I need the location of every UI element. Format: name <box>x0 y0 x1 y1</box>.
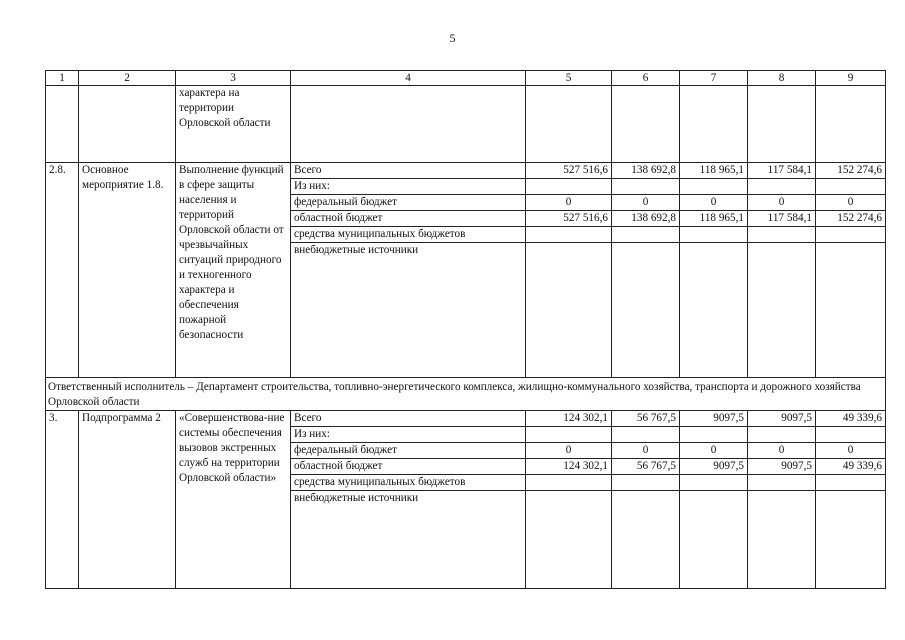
value-cell: 118 965,1 <box>680 163 748 179</box>
value-cell: 124 302,1 <box>526 411 612 427</box>
table-row <box>46 411 886 427</box>
value-cell: 49 339,6 <box>816 411 886 427</box>
source-label: средства муниципальных бюджетов <box>291 227 526 243</box>
header-cell: 2 <box>79 71 176 86</box>
header-row <box>46 71 886 86</box>
value-cell: 138 692,8 <box>612 163 680 179</box>
header-cell: 1 <box>46 71 79 86</box>
value-cell: 0 <box>816 195 886 211</box>
source-label: внебюджетные источники <box>291 491 526 589</box>
measure-description: Выполнение функций в сфере защиты населения и территорий Орловской области от чрезвычайных ситуаций природного и техногенного характера и обеспечения пожарной безопасности <box>176 163 291 378</box>
value-cell: 49 339,6 <box>816 459 886 475</box>
header-cell: 9 <box>816 71 886 86</box>
responsible-executor: Ответственный исполнитель – Департамент строительства, топливно-энергетического комплекса, жилищно-коммунального хозяйства, транспорта и дорожного хозяйства Орловской области <box>46 378 886 411</box>
value-cell: 0 <box>680 443 748 459</box>
source-label: областной бюджет <box>291 211 526 227</box>
value-cell: 9097,5 <box>680 411 748 427</box>
value-cell: 527 516,6 <box>526 163 612 179</box>
source-label: Из них: <box>291 427 526 443</box>
value-cell: 0 <box>748 443 816 459</box>
header-cell: 4 <box>291 71 526 86</box>
continuation-row <box>46 86 886 163</box>
page-number: 5 <box>449 31 456 45</box>
value-cell: 0 <box>680 195 748 211</box>
header-cell: 7 <box>680 71 748 86</box>
source-label: внебюджетные источники <box>291 243 526 378</box>
source-label: областной бюджет <box>291 459 526 475</box>
value-cell: 56 767,5 <box>612 459 680 475</box>
row-number: 3. <box>46 411 79 589</box>
source-label: Всего <box>291 163 526 179</box>
value-cell: 9097,5 <box>748 411 816 427</box>
value-cell: 152 274,6 <box>816 163 886 179</box>
value-cell: 527 516,6 <box>526 211 612 227</box>
source-label: Всего <box>291 411 526 427</box>
row-number: 2.8. <box>46 163 79 378</box>
value-cell: 0 <box>612 195 680 211</box>
header-cell: 6 <box>612 71 680 86</box>
source-label: федеральный бюджет <box>291 443 526 459</box>
value-cell: 0 <box>816 443 886 459</box>
budget-table <box>45 70 886 589</box>
measure-name: Основное мероприятие 1.8. <box>79 163 176 378</box>
value-cell: 0 <box>526 195 612 211</box>
executor-row <box>46 378 886 411</box>
header-cell: 5 <box>526 71 612 86</box>
header-cell: 8 <box>748 71 816 86</box>
source-label: Из них: <box>291 179 526 195</box>
value-cell: 117 584,1 <box>748 163 816 179</box>
value-cell: 138 692,8 <box>612 211 680 227</box>
header-cell: 3 <box>176 71 291 86</box>
subprogram-name: Подпрограмма 2 <box>79 411 176 589</box>
value-cell: 0 <box>526 443 612 459</box>
value-cell: 0 <box>612 443 680 459</box>
source-label: федеральный бюджет <box>291 195 526 211</box>
value-cell: 118 965,1 <box>680 211 748 227</box>
table-row <box>46 163 886 179</box>
value-cell: 124 302,1 <box>526 459 612 475</box>
value-cell: 152 274,6 <box>816 211 886 227</box>
source-label: средства муниципальных бюджетов <box>291 475 526 491</box>
value-cell: 117 584,1 <box>748 211 816 227</box>
continuation-description: характера на территории Орловской области <box>176 86 291 163</box>
value-cell: 9097,5 <box>748 459 816 475</box>
value-cell: 9097,5 <box>680 459 748 475</box>
value-cell: 56 767,5 <box>612 411 680 427</box>
subprogram-description: «Совершенствова-ние системы обеспечения вызовов экстренных служб на территории Орловской области» <box>176 411 291 589</box>
value-cell: 0 <box>748 195 816 211</box>
